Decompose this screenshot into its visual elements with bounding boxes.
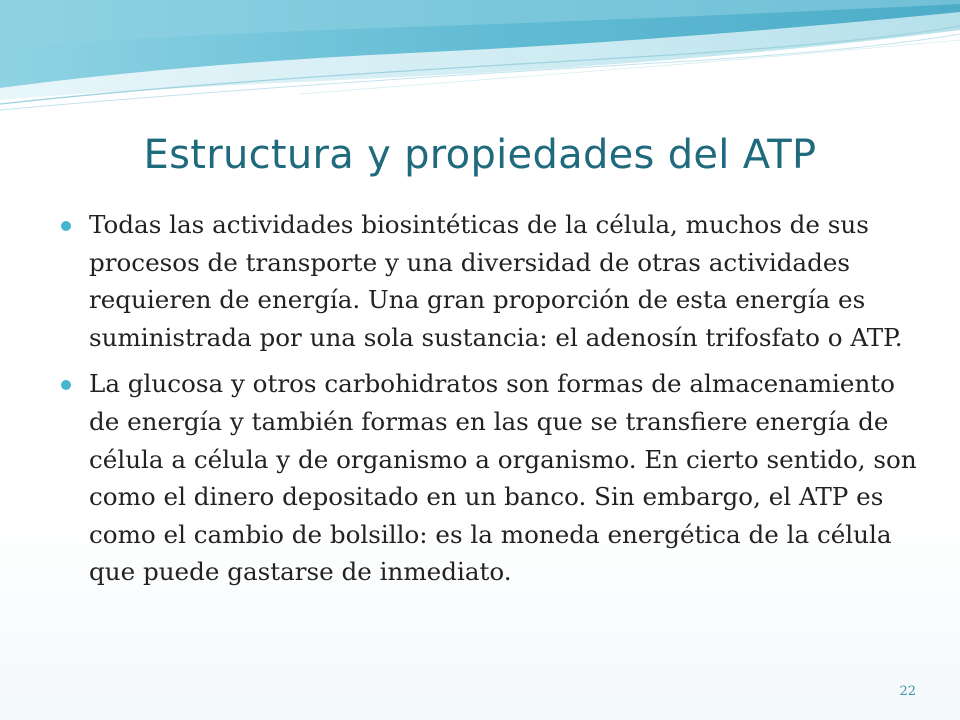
bullet-dot-icon <box>61 380 71 390</box>
list-item <box>58 365 920 591</box>
bullet-text: Todas las actividades biosintéticas de la célula, muchos de sus procesos de transporte y una diversidad de otras actividades requieren de energía. Una gran proporción de esta energía es suministrada por una sola sustancia: el adenosín trifosfato o ATP. <box>89 210 903 352</box>
bullet-text: La glucosa y otros carbohidratos son formas de almacenamiento de energía y también formas en las que se transfiere energía de célula a célula y de organismo a organismo. En cierto sentido, son como el dinero depositado en un banco. Sin embargo, el ATP es como el cambio de bolsillo: es la moneda energética de la célula que puede gastarse de inmediato. <box>89 369 917 587</box>
slide-title: Estructura y propiedades del ATP <box>143 132 817 178</box>
slide-number: 22 <box>899 684 916 699</box>
list-item <box>58 206 920 356</box>
bullet-list <box>58 206 920 600</box>
decorative-wave-header <box>0 0 960 120</box>
bullet-dot-icon <box>61 221 71 231</box>
